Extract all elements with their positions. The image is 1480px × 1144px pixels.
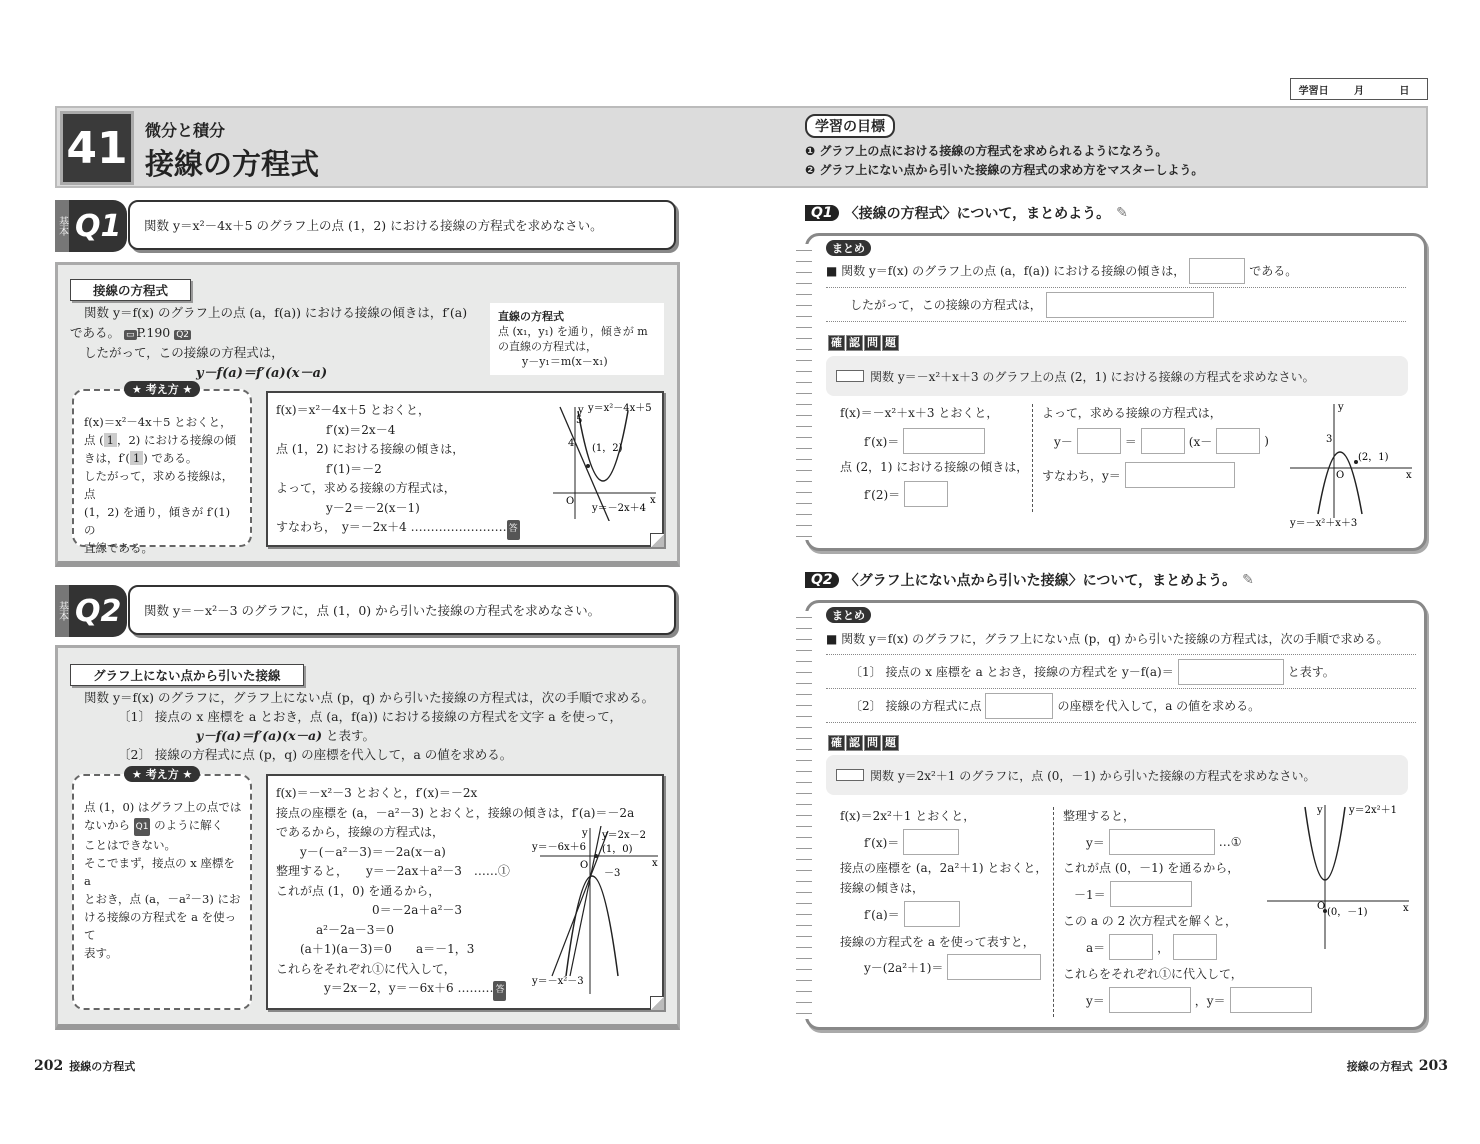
answer-blank[interactable] [903, 829, 959, 855]
origin-label: O [580, 860, 589, 871]
check-problem [826, 755, 1408, 795]
work-line: この a の 2 次方程式を解くと， [1063, 914, 1238, 928]
check-problem-label [828, 335, 899, 351]
reference-icon: ▭ [126, 330, 135, 340]
external-point [594, 854, 598, 858]
q-number: Q1 [805, 205, 839, 221]
answer-blank[interactable] [1109, 987, 1191, 1013]
concept-formula-line: y－f(a)＝f′(a)(x－a) と表す。 [196, 728, 376, 743]
work-line: y＝ …① [1086, 829, 1242, 855]
check-problem [826, 356, 1408, 396]
check-problem-label-char: 問 [864, 735, 881, 751]
tangent-label-2: y＝－6x＋6 [532, 842, 587, 853]
goal-1: ❶ グラフ上の点における接線の方程式を求められるようになろう。 [805, 144, 1168, 158]
point-label: (0，－1) [1327, 907, 1368, 918]
problem-text: 関数 y＝2x²＋1 のグラフに，点 (0，－1) から引いた接線の方程式を求めなさい。 [870, 768, 1316, 783]
concept-text-part: である。 [70, 325, 121, 340]
lesson-number: 41 [60, 111, 134, 185]
check-problem-label-char: 題 [882, 335, 899, 351]
q1-graph [548, 401, 660, 521]
answer-blank[interactable] [947, 954, 1041, 980]
highlight: 1 [130, 451, 143, 465]
level-label: 基本 [55, 200, 69, 252]
note-text: 点 (x₁，y₁) を通り，傾きが m [498, 325, 648, 338]
spiral-binding [796, 611, 812, 1019]
answer-line: y－(－a²－3)＝－2a(x－a) [300, 844, 446, 859]
work-line: y＝ ，y＝ [1086, 987, 1316, 1013]
answer-box [266, 774, 664, 1010]
hint-text: そこでまず，接点の x 座標を a [84, 856, 235, 888]
curve-label: y＝－x²＋x＋3 [1290, 518, 1358, 528]
hint-label: ★ 考え方 ★ [124, 766, 200, 782]
work-line: f′(2)＝ [864, 481, 952, 507]
tick-label: 3 [1326, 434, 1333, 445]
answer-line: a²－2a－3＝0 [316, 922, 395, 937]
hint-box [72, 389, 252, 555]
answer-line: これが点 (1，0) を通るから， [276, 883, 441, 898]
q1-reference-tag[interactable]: Q1 [134, 818, 151, 836]
note-title: 直線の方程式 [498, 310, 564, 323]
origin-label: O [1336, 470, 1345, 481]
summary-row-3: 〔2〕 接線の方程式に点 の座標を代入して，a の値を求める。 [826, 689, 1416, 723]
answer-blank[interactable] [1109, 934, 1153, 960]
heading-text: 〈接線の方程式〉について，まとめよう。 [844, 206, 1111, 222]
note-formula: y－y₁＝m(x－x₁) [522, 355, 608, 368]
work-line: 点 (2，1) における接線の傾きは， [840, 460, 1029, 474]
lesson-title: 接線の方程式 [145, 147, 320, 181]
check-problem-label-char: 問 [864, 335, 881, 351]
work-line: a＝ ， [1086, 934, 1221, 960]
check-problem-label-char: 確 [828, 735, 845, 751]
hint-text: ことはできない。 [84, 838, 176, 852]
pencil-icon: ✎ [1116, 205, 1128, 221]
answer-line: これらをそれぞれ①に代入して， [276, 961, 456, 976]
q1-notebook [805, 233, 1427, 551]
q2-check-graph [1263, 803, 1413, 951]
work-line: f′(x)＝ [864, 829, 963, 855]
work-line: y－ ＝ (x－ ) [1054, 428, 1269, 454]
tangent-point [586, 464, 590, 468]
study-date-box [1290, 78, 1428, 100]
work-line: 接点の座標を (a，2a²＋1) とおくと， [840, 861, 1048, 875]
answer-blank[interactable] [1178, 659, 1284, 685]
left-page-footer [28, 1058, 135, 1074]
work-line: 接線の傾きは， [840, 881, 925, 895]
answer-line: y－2＝－2(x－1) [326, 500, 420, 515]
answer-blank[interactable] [903, 428, 985, 454]
concept-text: 関数 y＝f(x) のグラフに，グラフ上にない点 (p，q) から引いた接線の方程式は，次の手順で求める。 [84, 690, 655, 705]
q2-summary-heading [805, 570, 1254, 590]
y-axis-label: y [578, 405, 584, 416]
answer-blank[interactable] [904, 901, 960, 927]
x-axis-label: x [650, 495, 656, 506]
answer-line: f′(x)＝2x－4 [326, 422, 396, 437]
concept-title: グラフ上にない点から引いた接線 [70, 664, 304, 686]
answer-line: 整理すると， y＝－2ax＋a²－3 ……① [276, 864, 510, 878]
origin-label: O [1317, 901, 1326, 912]
answer-line: y＝2x－2，y＝－6x＋6 ……… 答 [276, 979, 654, 1001]
work-line: これが点 (0，－1) を通るから， [1063, 861, 1240, 875]
concept-text: したがって，この接線の方程式は， [84, 345, 284, 360]
parabola [566, 876, 618, 976]
answer-line: f(x)＝－x²－3 とおくと，f′(x)＝－2x [276, 786, 478, 800]
y-axis-label: y [1317, 805, 1323, 816]
q2-explanation-panel [55, 645, 680, 1030]
answer-mark: 答 [507, 520, 520, 540]
summary-label: まとめ [826, 607, 871, 623]
answer-blank[interactable] [985, 693, 1053, 719]
work-line: f(x)＝－x²＋x＋3 とおくと， [840, 406, 999, 420]
work-line: 整理すると， [1063, 809, 1136, 823]
answer-blank[interactable] [1230, 987, 1312, 1013]
check-problem-label-char: 認 [846, 735, 863, 751]
answer-line: 点 (1，2) における接線の傾きは， [276, 442, 465, 456]
answer-line: f(x)＝x²－4x＋5 とおくと， [276, 403, 431, 417]
footer-title: 接線の方程式 [1346, 1060, 1413, 1073]
check-box[interactable] [836, 769, 864, 781]
q1-badge [55, 200, 127, 252]
page-reference[interactable]: P.190 [136, 325, 171, 340]
q2-badge [55, 585, 127, 637]
q2-graph [530, 826, 662, 996]
day-label: 日 [1399, 85, 1410, 97]
x-axis-label: x [1406, 470, 1412, 481]
hint-label: ★ 考え方 ★ [124, 381, 200, 397]
concept-step-1: 〔1〕 接点の x 座標を a とおき，点 (a，f(a)) における接線の方程式を文字 a を使って， [118, 709, 622, 724]
check-problem-label [828, 735, 899, 751]
page-fold [650, 996, 664, 1010]
footer-title: 接線の方程式 [69, 1060, 136, 1073]
hint-text: ける接線の方程式を a を使って [84, 910, 237, 942]
answer-blank[interactable] [1173, 934, 1217, 960]
answer-blank[interactable] [1110, 881, 1192, 907]
answer-line: よって，求める接線の方程式は， [276, 481, 456, 495]
work-line: よって，求める接線の方程式は， [1042, 406, 1222, 420]
check-box[interactable] [836, 370, 864, 382]
work-line: これらをそれぞれ①に代入して， [1063, 967, 1243, 981]
answer-blank[interactable] [1189, 258, 1245, 284]
spiral-binding [796, 244, 812, 540]
hint-text: 直線である。 [84, 541, 153, 555]
divider [1032, 404, 1033, 512]
concept-text [70, 323, 191, 341]
tick-label: 5 [576, 415, 583, 426]
answer-line: 接点の座標を (a，－a²－3) とおくと，接線の傾きは，f′(a)＝－2a [276, 805, 635, 820]
summary-row-2: 〔1〕 接点の x 座標を a とおき，接線の方程式を y－f(a)＝ と表す。 [826, 655, 1416, 689]
q-reference-tag[interactable]: Q2 [176, 330, 190, 340]
concept-text: 関数 y＝f(x) のグラフ上の点 (a，f(a)) における接線の傾きは，f′(a) [84, 305, 468, 320]
check-problem-label-char: 認 [846, 335, 863, 351]
page-fold [650, 533, 664, 547]
answer-line: 0＝－2a＋a²－3 [372, 903, 463, 917]
answer-blank[interactable] [904, 481, 948, 507]
hint-text: f(x)＝x²－4x＋5 とおくと， [84, 415, 232, 429]
q-number: Q2 [75, 593, 122, 629]
concept-step-2: 〔2〕 接線の方程式に点 (p，q) の座標を代入して，a の値を求める。 [118, 747, 513, 762]
curve-label: y＝－x²－3 [532, 976, 584, 987]
summary-row-2: したがって，この接線の方程式は， [826, 288, 1406, 322]
highlight: 1 [104, 433, 117, 447]
answer-blank[interactable] [1109, 829, 1215, 855]
hint-text: きは，f′( 1 ) である。 [84, 451, 198, 465]
chapter-subtitle: 微分と積分 [145, 121, 226, 140]
work-line: y－(2a²＋1)＝ [864, 954, 1045, 980]
answer-line: であるから，接線の方程式は， [276, 825, 445, 839]
answer-blank[interactable] [1141, 428, 1185, 454]
check-problem-label-char: 確 [828, 335, 845, 351]
goals-heading: 学習の目標 [805, 114, 895, 138]
answer-blank[interactable] [1046, 292, 1214, 318]
check-problem-label-char: 題 [882, 735, 899, 751]
tangent-formula: y－f(a)＝f′(a)(x－a) [196, 366, 328, 381]
answer-line: f′(1)＝－2 [326, 461, 382, 476]
q-number: Q1 [75, 208, 122, 244]
tangent-label: y＝－2x＋4 [592, 503, 647, 514]
work-line: すなわち，y＝ [1042, 462, 1239, 488]
answer-line: すなわち， y＝－2x＋4 …………………… 答 [276, 518, 654, 540]
curve-label: y＝x²－4x＋5 [588, 403, 652, 414]
month-label: 月 [1353, 85, 1364, 97]
q-number: Q2 [805, 572, 839, 588]
summary-label: まとめ [826, 240, 871, 256]
q2-notebook [805, 600, 1427, 1030]
answer-line: (a＋1)(a－3)＝0 a＝－1，3 [300, 942, 475, 956]
point-label: (1，0) [602, 844, 633, 855]
hint-text: したがって，求める接線は，点 [84, 469, 234, 501]
answer-blank[interactable] [1216, 428, 1260, 454]
work-line: f′(x)＝ [864, 428, 989, 454]
work-line: f′(a)＝ [864, 901, 964, 927]
work-line: －1＝ [1074, 881, 1196, 907]
x-axis-label: x [1403, 903, 1409, 914]
lesson-header [55, 106, 1428, 188]
q1-check-graph [1286, 402, 1416, 528]
tick-label: 4 [568, 438, 575, 449]
summary-row-1: ■ 関数 y＝f(x) のグラフに，グラフ上にない点 (p，q) から引いた接線の方程式は，次の手順で求める。 [826, 623, 1416, 655]
point-label: (2，1) [1358, 452, 1389, 463]
right-page-footer [1347, 1058, 1454, 1074]
line-equation-note [490, 303, 664, 375]
heading-text: 〈グラフ上にない点から引いた接線〉について，まとめよう。 [844, 573, 1237, 589]
curve-label: y＝2x²＋1 [1349, 805, 1398, 816]
goal-2: ❷ グラフ上にない点から引いた接線の方程式の求め方をマスターしよう。 [805, 163, 1204, 177]
hint-box [72, 774, 252, 1010]
study-date-label: 学習日 [1298, 85, 1329, 97]
tick-label: －3 [604, 868, 621, 879]
hint-text: ないから Q1 のように解く [84, 816, 242, 836]
answer-mark: 答 [493, 981, 506, 1001]
level-label: 基本 [55, 585, 69, 637]
point-label: (1，2) [592, 443, 623, 454]
work-line: f(x)＝2x²＋1 とおくと， [840, 809, 976, 823]
hint-text: (1，2) を通り，傾きが f′(1) の [84, 505, 231, 537]
q2-question: 関数 y＝－x²－3 のグラフに，点 (1，0) から引いた接線の方程式を求めなさい。 [128, 585, 676, 635]
divider [1053, 807, 1054, 1017]
tangent-label-1: y＝2x－2 [602, 830, 647, 841]
summary-row-1: ■ 関数 y＝f(x) のグラフ上の点 (a，f(a)) における接線の傾きは， である。 [826, 254, 1406, 288]
concept-title: 接線の方程式 [70, 279, 191, 301]
problem-text: 関数 y＝－x²＋x＋3 のグラフ上の点 (2，1) における接線の方程式を求めなさい。 [870, 369, 1315, 384]
q1-explanation-panel [55, 262, 680, 567]
y-axis-label: y [582, 828, 588, 839]
note-text: の直線の方程式は， [498, 340, 597, 353]
tangent-formula: y－f(a)＝f′(a)(x－a) [196, 728, 323, 743]
answer-blank[interactable] [1077, 428, 1121, 454]
hint-text: 点 (1，0) はグラフ上の点では [84, 800, 242, 814]
hint-text: 点 ( 1 ，2) における接線の傾 [84, 433, 236, 447]
x-axis-label: x [652, 858, 658, 869]
pencil-icon: ✎ [1242, 572, 1254, 588]
page-number: 202 [34, 1058, 64, 1074]
answer-blank[interactable] [1125, 462, 1235, 488]
hint-text: 表す。 [84, 946, 118, 960]
page-number: 203 [1418, 1058, 1448, 1074]
answer-box [266, 391, 664, 547]
origin-label: O [566, 496, 575, 507]
work-line: 接線の方程式を a を使って表すと， [840, 935, 1035, 949]
q1-question: 関数 y＝x²－4x＋5 のグラフ上の点 (1，2) における接線の方程式を求めなさい。 [128, 200, 676, 250]
q1-summary-heading [805, 203, 1128, 223]
y-axis-label: y [1338, 402, 1344, 413]
hint-text: とおき，点 (a，－a²－3) にお [84, 892, 241, 906]
